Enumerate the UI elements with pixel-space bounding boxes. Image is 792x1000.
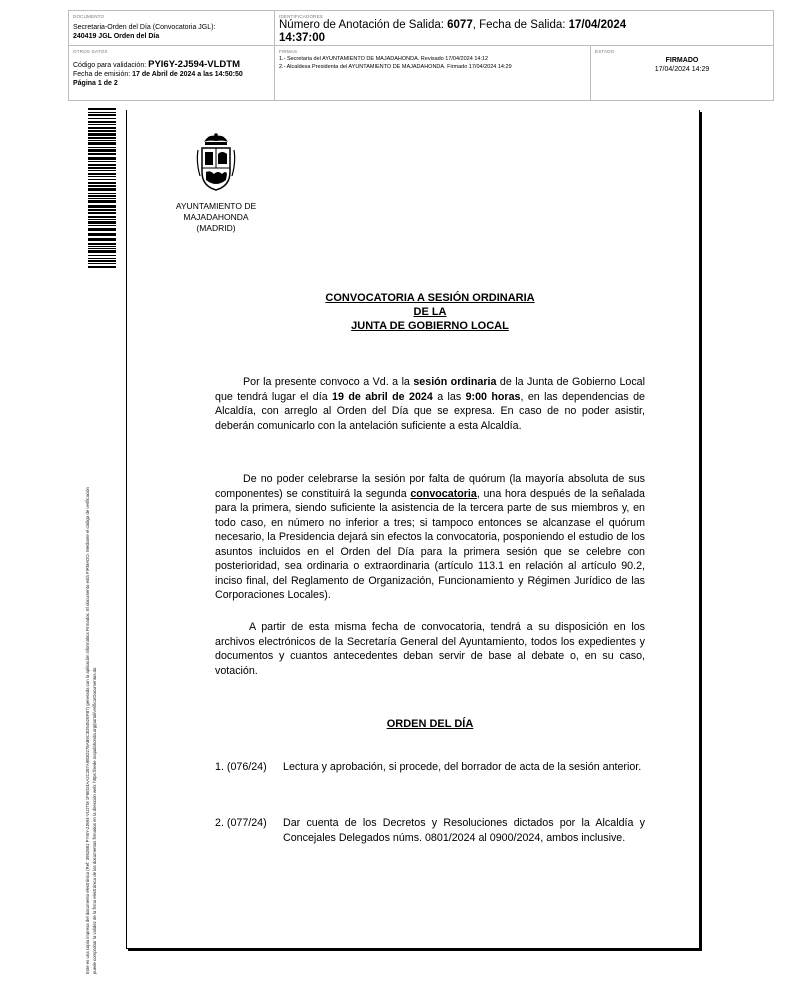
p1-text-b: sesión ordinaria — [413, 376, 497, 388]
barcode-bar — [88, 205, 116, 208]
validacion-prefix: Código para validación: — [73, 62, 149, 69]
barcode-bar — [88, 179, 116, 180]
town-line3: (MADRID) — [196, 223, 236, 233]
p1-text-g: , en las dependencias de Alcaldía, con arreglo al Orden del Día que se expresa. En caso de no poder asistir, deberán comunicarlo con la antelación suficiente a esta Alcaldía. — [215, 390, 645, 432]
barcode-bar — [88, 246, 116, 247]
documento-label: DOCUMENTO — [73, 14, 105, 19]
paragraph-disposicion: A partir de esta misma fecha de convocatoria, tendrá a su disposición en los archivos electrónicos de la Secretaría General del Ayuntamiento, todos los expedientes y documentos y cuantos antecedentes deban servir de base al debate o, en su caso, votación. — [215, 621, 645, 677]
barcode-bar — [88, 182, 116, 184]
barcode-bar — [88, 266, 116, 268]
title-line3: JUNTA DE GOBIERNO LOCAL — [351, 320, 509, 332]
barcode-bar — [88, 238, 116, 241]
p2-text-a: De no poder celebrarse la sesión por falta de quórum (la mayoría absoluta de sus componentes) se constituirá la segunda — [215, 473, 645, 500]
barcode-bar — [88, 114, 116, 116]
documento-description — [73, 23, 273, 41]
barcode-bar — [88, 133, 116, 136]
barcode-bar — [88, 193, 116, 194]
paragraph-convocatoria — [215, 375, 645, 433]
hora-value: 14:37:00 — [279, 32, 326, 44]
emision-value: 17 de Abril de 2024 a las 14:50:50 — [132, 71, 243, 78]
anotacion-prefix: Número de Anotación de Salida: — [279, 19, 448, 31]
barcode-bar — [88, 221, 116, 224]
barcode-bar — [88, 228, 116, 231]
documento-cell — [69, 11, 275, 46]
firmas-cell — [275, 46, 591, 100]
coat-of-arms-icon — [196, 132, 236, 194]
signature-2: 2.- Alcaldesa Presidenta del AYUNTAMIENTO DE MAJADAHONDA. Firmado 17/04/2024 14:29 — [279, 63, 512, 70]
barcode-bar — [88, 164, 116, 166]
barcode-bar — [88, 225, 116, 226]
otros-datos-cell — [69, 46, 275, 100]
barcode-bar — [88, 219, 116, 220]
barcode-bar — [88, 167, 116, 169]
fecha-prefix: , Fecha de Salida: — [472, 19, 569, 31]
barcode-bar — [88, 185, 116, 187]
validation-block — [73, 60, 273, 88]
barcode-bar — [88, 124, 116, 125]
anotacion-number: 6077 — [447, 19, 473, 31]
p1-time: 9:00 horas — [465, 390, 521, 403]
barcode-bar — [88, 118, 116, 119]
paragraph-quorum — [215, 472, 645, 603]
barcode-bar — [88, 250, 116, 253]
document-title — [215, 291, 645, 333]
barcode-bar — [88, 130, 116, 132]
barcode-bar — [88, 198, 116, 199]
barcode-bar — [88, 121, 116, 123]
barcode-bar — [88, 161, 116, 162]
barcode-bar — [88, 188, 116, 191]
side-text-line2: puede comprobar la validez de la firma electrónica de los documentos firmados en la dirección web: https://sede.majadahonda.org/portal/verificarDocumentos.do — [92, 667, 97, 974]
documento-line1: Secretaria-Orden del Día (Convocatoria JGL): — [73, 24, 216, 31]
barcode-bar — [88, 149, 116, 152]
barcode-bar — [88, 112, 116, 113]
barcode-bar — [88, 209, 116, 211]
barcode-bar — [88, 233, 116, 236]
barcode-bar — [88, 108, 116, 110]
side-verification-text — [84, 274, 98, 974]
estado-date: 17/04/2024 14:29 — [654, 66, 710, 73]
signature-list — [279, 56, 589, 71]
side-text-line1: Este es una copia impresa del documento electrónico (Ref: 3952881 PYI6Y-2J594-VLDTM 1F6ED4AA2C287A9B3D278AB9C3D5452EFB7) generada con la aplicación informática Firmadoc. El documento está FIRMADO. Mediante el código de verificación — [85, 487, 90, 974]
barcode-bar — [88, 255, 116, 256]
p1-text-a: Por la presente convoco a Vd. a la — [243, 376, 414, 388]
estado-cell — [591, 46, 773, 100]
barcode-bar — [88, 137, 116, 139]
emision-prefix: Fecha de emisión: — [73, 71, 133, 78]
p2-text-c: , una hora después de la señalada para la primera, siendo suficiente la asistencia de la tercera parte de sus miembros y, en todo caso, en número no inferior a tres; si tampoco entonces se alcanzase el quórum necesario, la Presidencia dejará sin efectos la convocatoria, posponiendo el estudio de los asuntos incluidos en el Orden del Día para la primera sesión que se celebre con posterioridad, sea ordinaria o extraordinaria (artículo 113.1 en relación al artículo 90.2, inciso final, del Reglamento de Organización, Funcionamiento y Régimen Jurídico de las Corporaciones Locales). — [215, 487, 645, 601]
barcode-bar — [88, 127, 116, 129]
documento-line2: 240419 JGL Orden del Día — [73, 33, 160, 40]
barcode-bar — [88, 176, 116, 177]
barcode-bar — [88, 258, 116, 259]
p1-date: 19 de abril de 2024 — [332, 390, 433, 403]
estado-label: ESTADO — [595, 49, 615, 54]
title-line2: DE LA — [413, 306, 447, 318]
barcode-bar — [88, 173, 116, 175]
document-metadata-header — [68, 10, 774, 101]
barcode-bar — [88, 195, 116, 197]
validacion-code[interactable]: PYI6Y-2J594-VLDTM — [148, 59, 240, 70]
agenda-item-text: Dar cuenta de los Decretos y Resoluciones dictados por la Alcaldía y Concejales Delegados núms. 0801/2024 al 0900/2024, ambos inclusive. — [283, 817, 645, 844]
barcode-bar — [88, 248, 116, 249]
agenda-item-number: 1. (076/24) — [215, 761, 267, 773]
signature-1: 1.- Secretaria del AYUNTAMIENTO DE MAJADAHONDA. Revisado 17/04/2024 14:12 — [279, 56, 489, 62]
barcode-bar — [88, 140, 116, 141]
fecha-value: 17/04/2024 — [568, 19, 627, 31]
firmas-label: FIRMAS — [279, 49, 298, 54]
page-indicator: Página 1 de 2 — [73, 80, 118, 87]
barcode-bar — [88, 216, 116, 218]
barcode-bar — [88, 170, 116, 171]
barcode-bar — [88, 260, 116, 262]
title-line1: CONVOCATORIA A SESIÓN ORDINARIA — [325, 292, 535, 304]
anotacion-text — [279, 19, 699, 45]
orden-del-dia-heading: ORDEN DEL DÍA — [386, 718, 474, 730]
town-line1: AYUNTAMIENTO DE — [175, 201, 257, 211]
otros-label: OTROS DATOS — [73, 49, 108, 54]
barcode-bar — [88, 142, 116, 145]
estado-block — [591, 56, 773, 74]
barcode — [88, 108, 116, 272]
barcode-bar — [88, 263, 116, 264]
p1-text-c: de la Junta de Gobierno Local que tendrá lugar el día — [215, 376, 645, 403]
identificadores-cell — [275, 11, 773, 46]
barcode-bar — [88, 147, 116, 148]
barcode-bar — [88, 212, 116, 214]
agenda-item-text: Lectura y aprobación, si procede, del borrador de acta de la sesión anterior. — [283, 761, 642, 773]
barcode-bar — [88, 157, 116, 160]
barcode-bar — [88, 200, 116, 203]
barcode-bar — [88, 153, 116, 155]
barcode-bar — [88, 243, 116, 245]
town-name — [156, 201, 276, 234]
identificadores-label: IDENTIFICADORES — [279, 14, 324, 19]
agenda-item-number: 2. (077/24) — [215, 817, 267, 829]
town-line2: MAJADAHONDA — [183, 212, 249, 222]
estado-value: FIRMADO — [665, 57, 699, 64]
p2-convocatoria: convocatoria — [410, 487, 477, 500]
p1-text-e: a las — [432, 390, 466, 403]
